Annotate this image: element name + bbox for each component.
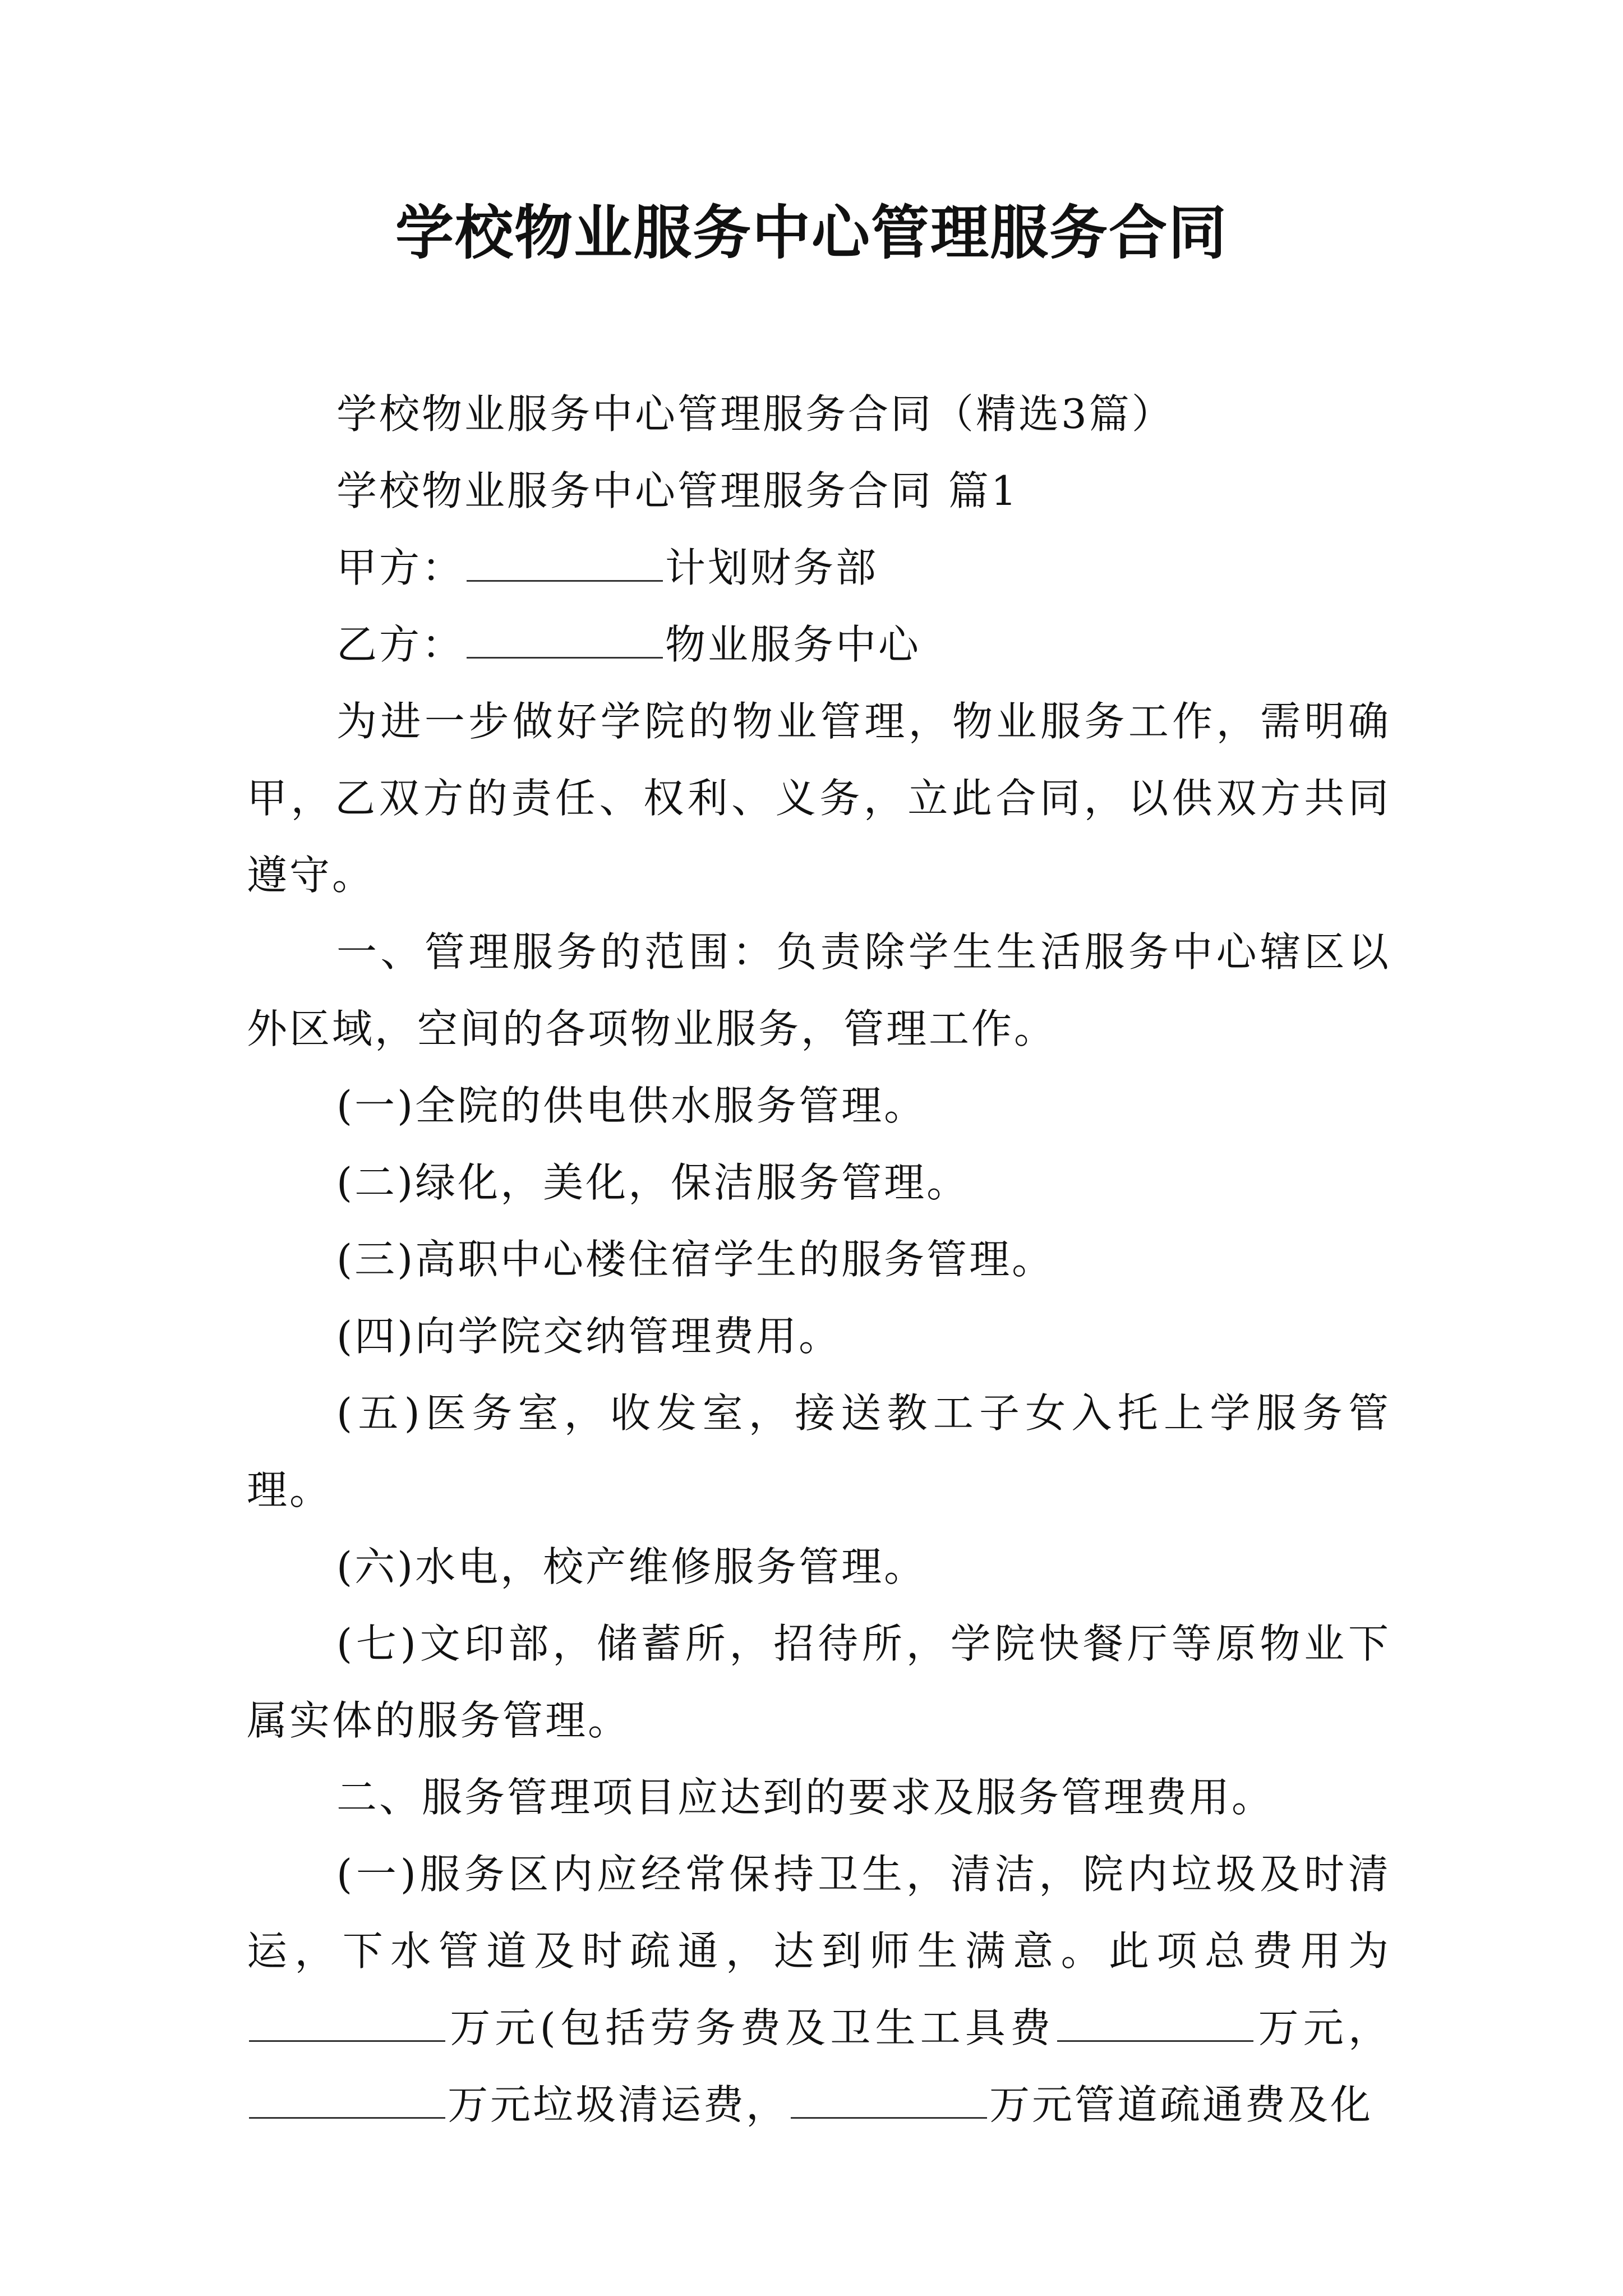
list-item-1: (一)全院的供电供水服务管理。 (336, 1082, 927, 1129)
party-a-line (247, 530, 1391, 606)
intro-paragraph: 为进一步做好学院的物业管理，物业服务工作，需明确甲，乙双方的责任、权利、义务，立此合同，以供双方共同遵守。 (247, 698, 1391, 899)
list-item-3: (三)高职中心楼住宿学生的服务管理。 (336, 1236, 1055, 1283)
blank-line (467, 541, 663, 582)
clause-2-item-1-text-e: 万元管道疏通费及化 (989, 2081, 1373, 2128)
party-b-value: 物业服务中心 (665, 621, 921, 668)
blank-line (791, 2078, 987, 2119)
party-b-label: 乙方： (336, 621, 465, 668)
document-body (247, 376, 1391, 2143)
list-item-4: (四)向学院交纳管理费用。 (336, 1313, 842, 1360)
document-title: 学校物业服务中心管理服务合同 (395, 199, 1228, 267)
clause-2-item-1 (247, 1836, 1391, 2143)
list-item-6: (六)水电，校产维修服务管理。 (336, 1543, 927, 1590)
list-item-2: (二)绿化，美化，保洁服务管理。 (336, 1159, 970, 1206)
party-b-line (247, 606, 1391, 683)
party-a-value: 计划财务部 (665, 544, 879, 591)
list-item-7: (七)文印部，储蓄所，招待所，学院快餐厅等原物业下属实体的服务管理。 (247, 1620, 1391, 1744)
blank-line (249, 2078, 445, 2119)
blank-line (1057, 2001, 1253, 2042)
clause-2-item-1-text-a: (一)服务区内应经常保持卫生，清洁，院内垃圾及时清运，下水管道及时疏通，达到师生满意。此项总费用为 (247, 1851, 1391, 1975)
clause-2-item-1-text-b: 万元(包括劳务费及卫生工具费 (448, 2004, 1055, 2051)
clause-1: 一、管理服务的范围：负责除学生生活服务中心辖区以外区域，空间的各项物业服务，管理工作。 (247, 928, 1391, 1052)
list-item-5: (五)医务室，收发室，接送教工子女入托上学服务管理。 (247, 1389, 1391, 1513)
clause-2: 二、服务管理项目应达到的要求及服务管理费用。 (336, 1774, 1275, 1821)
clause-2-item-1-text-d: 万元垃圾清运费， (448, 2081, 789, 2128)
blank-line (467, 618, 663, 659)
clause-2-item-1-text-c: 万元， (1256, 2004, 1391, 2051)
section-heading: 学校物业服务中心管理服务合同 篇1 (336, 467, 1019, 514)
subtitle: 学校物业服务中心管理服务合同（精选3篇） (336, 390, 1174, 438)
blank-line (249, 2001, 445, 2042)
party-a-label: 甲方： (336, 544, 465, 591)
